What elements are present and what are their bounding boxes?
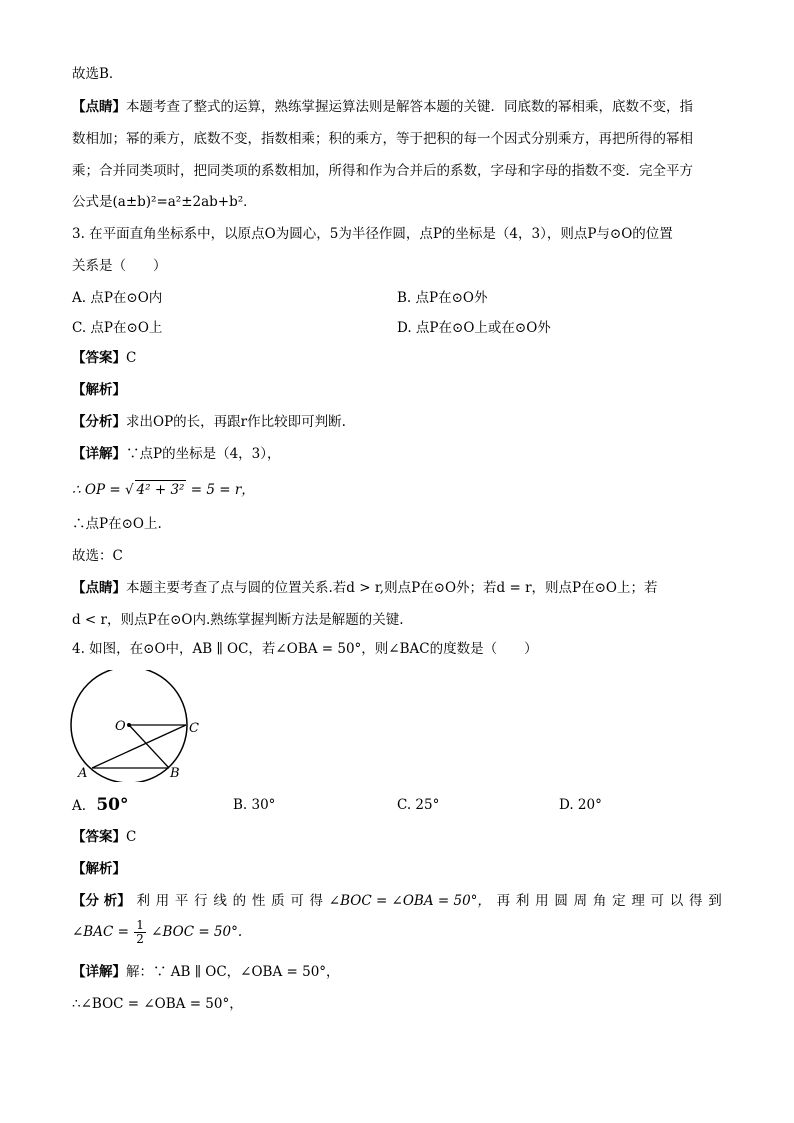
answer-value: C (126, 350, 137, 366)
answer-tag-2: 【答案】 (72, 829, 126, 845)
sqrt-sign: √ (124, 482, 134, 498)
fenxi-char-22: 到 (708, 893, 722, 909)
fenxi-char-19: 可 (650, 893, 665, 909)
fenxi-char-21: 得 (689, 893, 703, 909)
fraction-half (134, 919, 146, 946)
q4-xiangjie-2: ∴∠BOC = ∠OBA = 50°， (72, 996, 243, 1012)
q3-xiangjie-3: ∴点P在⊙O上. (72, 516, 162, 532)
q3-choose: 故选：C (72, 548, 123, 564)
xiangjie-text: ∵点P的坐标是（4，3）， (126, 446, 281, 462)
conclusion-line: 故选B． (72, 66, 123, 82)
xiangjie-tag: 【详解】 (72, 446, 126, 462)
q4-fenxi-line-1 (72, 892, 722, 910)
fenxi-char-9: 得 (309, 893, 324, 909)
xiangjie-text-2: 解：∵ AB ∥ OC，∠OBA = 50°， (126, 964, 340, 980)
formula-suffix: = 5 = r， (190, 482, 255, 498)
fenxi-char-11: 再 (496, 893, 511, 909)
answer-tag: 【答案】 (72, 350, 126, 366)
question-3-stem: 3. 在平面直角坐标系中，以原点O为圆心，5为半径作圆，点P的坐标是（4，3），则点P与⊙O的位置 (72, 226, 673, 242)
fenxi-tag-2: 【分 析】 (72, 893, 131, 909)
fenxi-char-0: 利 (136, 893, 150, 909)
q3-option-c: C. 点P在⊙O上 (72, 320, 163, 336)
circle-figure (66, 670, 206, 782)
fenxi-char-1: 用 (155, 893, 170, 909)
fenxi-text: 求出OP的长，再跟r作比较即可判断. (126, 414, 346, 430)
fenxi-char-15: 周 (573, 893, 588, 909)
q4-xiangjie-1 (72, 963, 340, 981)
fenxi-char-7: 质 (271, 893, 285, 909)
fraction-numerator: 1 (136, 918, 144, 932)
fraction-denominator: 2 (136, 932, 144, 946)
dianjing-paragraph-line-1 (72, 98, 693, 116)
q3-option-a: A. 点P在⊙O内 (72, 290, 163, 306)
fenxi-tag: 【分析】 (72, 414, 126, 430)
q4-option-a-value: 50° (96, 795, 129, 815)
fenxi-char-14: 圆 (554, 893, 568, 909)
fenxi-char-3: 行 (194, 893, 208, 909)
q4-fenxi-line-2 (72, 919, 242, 946)
fenxi-char-2: 平 (174, 893, 189, 909)
fenxi-char-6: 性 (251, 893, 266, 909)
q3-dianjing-line-2: d < r，则点P在⊙O内.熟练掌握判断方法是解题的关键. (72, 612, 404, 628)
q4-option-d: D. 20° (559, 797, 602, 813)
q4-jiexi-tag: 【解析】 (72, 861, 126, 877)
fenxi-char-5: 的 (232, 893, 247, 909)
q4-option-a-letter: A. (72, 798, 87, 814)
label-o: O (115, 719, 126, 734)
fenxi-char-13: 用 (535, 893, 549, 909)
dianjing-text: 本题考查了整式的运算，熟练掌握运算法则是解答本题的关键．同底数的幂相乘，底数不变，指 (126, 99, 693, 115)
fenxi-char-18: 理 (631, 893, 645, 909)
q4-answer (72, 828, 136, 846)
fenxi-char-10: ∠BOC = ∠OBA = 50°， (328, 893, 491, 909)
dianjing-tag-2: 【点睛】 (72, 580, 126, 596)
segment-ob (129, 725, 169, 768)
fenxi-char-4: 线 (213, 893, 227, 909)
q3-dianjing-line-1 (72, 579, 658, 597)
q3-xiangjie-2 (72, 480, 255, 499)
fenxi-char-8: 可 (290, 893, 304, 909)
fenxi-char-17: 定 (612, 893, 626, 909)
q3-answer (72, 349, 136, 367)
sqrt-radicand: 4² + 3² (136, 482, 185, 498)
label-c: C (189, 721, 199, 736)
question-4-stem: 4. 如图，在⊙O中，AB ∥ OC，若∠OBA = 50°，则∠BAC的度数是（ ） (72, 641, 538, 657)
xiangjie-tag-2: 【详解】 (72, 964, 126, 980)
formula-prefix: ∴ OP = (72, 482, 121, 498)
q4-option-a (72, 796, 129, 815)
answer-value-2: C (126, 829, 137, 845)
fenxi-char-12: 利 (515, 893, 530, 909)
label-b: B (170, 766, 180, 781)
segment-ac (92, 725, 186, 768)
q3-fenxi (72, 413, 346, 431)
dianjing-text-2: 本题主要考查了点与圆的位置关系.若d > r,则点P在⊙O外；若d = r，则点P在⊙O上；若 (126, 580, 658, 596)
q3-option-d: D. 点P在⊙O上或在⊙O外 (397, 320, 551, 336)
dianjing-paragraph-line-3: 乘；合并同类项时，把同类项的系数相加，所得和作为合并后的系数，字母和字母的指数不变．完全平方 (72, 163, 693, 179)
dianjing-paragraph-line-2: 数相加；幂的乘方，底数不变，指数相乘；积的乘方，等于把积的每一个因式分别乘方，再把所得的幂相 (72, 131, 693, 147)
q3-jiexi-tag: 【解析】 (72, 382, 126, 398)
frac-suffix: ∠BOC = 50°. (151, 924, 243, 940)
frac-prefix: ∠BAC = (72, 924, 129, 940)
fenxi-char-16: 角 (592, 893, 607, 909)
dianjing-tag: 【点睛】 (72, 99, 126, 115)
fenxi-char-20: 以 (669, 893, 684, 909)
dianjing-paragraph-line-4: 公式是(a±b)²=a²±2ab+b²． (72, 194, 257, 210)
label-a: A (78, 766, 88, 781)
center-dot (127, 723, 131, 727)
q3-xiangjie-1 (72, 445, 281, 463)
q4-option-c: C. 25° (397, 797, 440, 813)
q3-option-b: B. 点P在⊙O外 (397, 290, 488, 306)
question-3-stem-cont: 关系是（ ） (72, 258, 167, 274)
q4-option-b: B. 30° (233, 797, 276, 813)
